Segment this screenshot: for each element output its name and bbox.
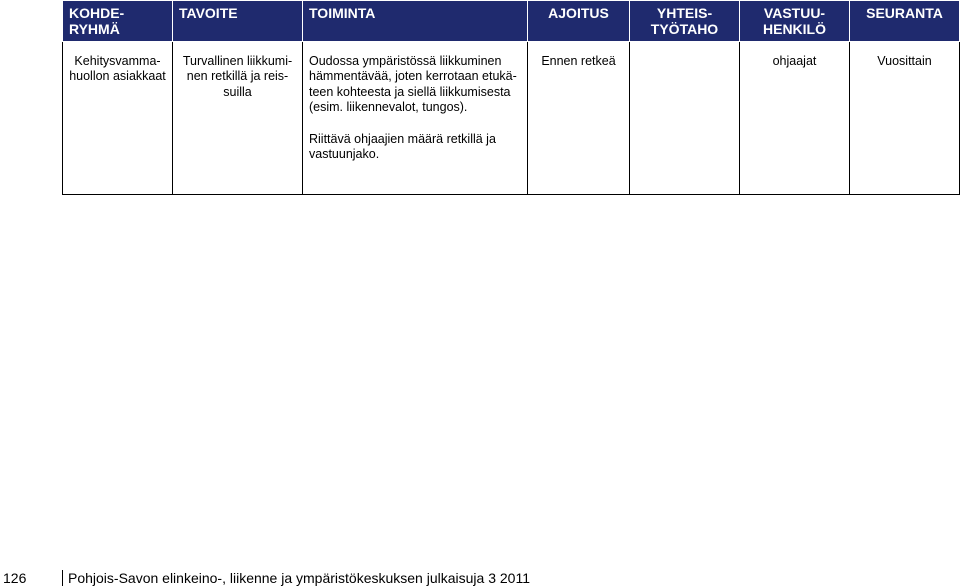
header-vastuuhenkilo: VASTUU- HENKILÖ [740,1,850,42]
header-tavoite: TAVOITE [173,1,303,42]
cell-toiminta [303,42,528,195]
cell-seuranta: Vuosittain [850,42,960,195]
cell-kohderyhma: Kehitysvamma- huollon asiakkaat [63,42,173,195]
header-yhteistyotaho: YHTEIS- TYÖTAHO [630,1,740,42]
cell-tavoite: Turvallinen liikkumi- nen retkillä ja reis- suilla [173,42,303,195]
cell-vastuuhenkilo: ohjaajat [740,42,850,195]
header-kohderyhma: KOHDE- RYHMÄ [63,1,173,42]
footer-divider [62,570,63,586]
cell-ajoitus: Ennen retkeä [528,42,630,195]
header-ajoitus: AJOITUS [528,1,630,42]
action-plan-table [62,0,960,195]
toiminta-paragraph-1: Oudossa ympäristössä liikkuminen hämmentävää, joten kerrotaan etukä- teen kohteesta ja siellä liikkumisesta (esim. liikennevalot, tungos). [309,54,517,114]
header-toiminta: TOIMINTA [303,1,528,42]
header-seuranta: SEURANTA [850,1,960,42]
table-header-row [63,1,960,42]
cell-yhteistyotaho [630,42,740,195]
table-row [63,42,960,195]
page-number: 126 [3,570,27,586]
publication-title: Pohjois-Savon elinkeino-, liikenne ja ympäristökeskuksen julkaisuja 3 2011 [68,570,530,586]
toiminta-paragraph-2: Riittävä ohjaajien määrä retkillä ja vastuunjako. [309,132,496,162]
